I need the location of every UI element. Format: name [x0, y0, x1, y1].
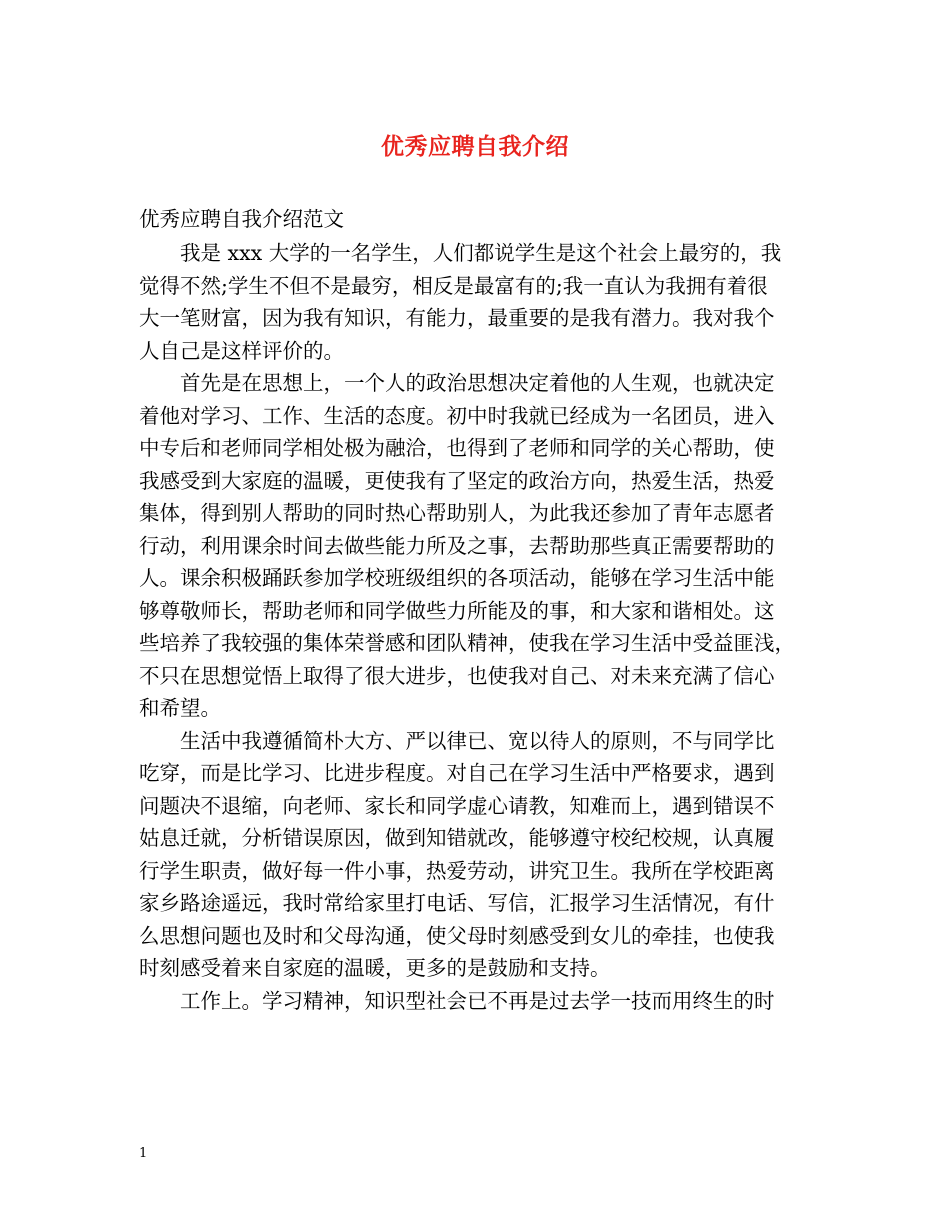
text-line: 么思想问题也及时和父母沟通，使父母时刻感受到女儿的牵挂，也使我	[139, 923, 775, 948]
text-line: 我是 xxx 大学的一名学生，人们都说学生是这个社会上最穷的，我	[139, 241, 782, 265]
paragraph-1	[139, 237, 812, 367]
text-line: 时刻感受着来自家庭的温暖，更多的是鼓励和支持。	[139, 956, 611, 980]
paragraph-2	[139, 367, 812, 725]
text-line: 不只在思想觉悟上取得了很大进步，也使我对自己、对未来充满了信心	[139, 663, 775, 688]
document-subtitle: 优秀应聘自我介绍范文	[139, 207, 344, 231]
text-line: 集体，得到别人帮助的同时热心帮助别人，为此我还参加了青年志愿者	[139, 501, 775, 525]
text-line: 问题决不退缩，向老师、家长和同学虚心请教，知难而上，遇到错误不	[139, 793, 775, 818]
text-line: 工作上。学习精神，知识型社会已不再是过去学一技而用终生的时	[139, 988, 775, 1013]
text-line: 吃穿，而是比学习、比进步程度。对自己在学习生活中严格要求，遇到	[139, 761, 775, 785]
text-line: 人。课余积极踊跃参加学校班级组织的各项活动，能够在学习生活中能	[139, 566, 775, 590]
text-line: 行学生职责，做好每一件小事，热爱劳动，讲究卫生。我所在学校距离	[139, 858, 775, 883]
document-body	[139, 201, 812, 1017]
text-line: 首先是在思想上，一个人的政治思想决定着他的人生观，也就决定	[139, 371, 775, 395]
document-title: 优秀应聘自我介绍	[381, 133, 569, 160]
text-line: 够尊敬师长，帮助老师和同学做些力所能及的事，和大家和谐相处。这	[139, 598, 775, 623]
text-line: 我感受到大家庭的温暖，更使我有了坚定的政治方向，热爱生活，热爱	[139, 468, 775, 493]
text-line: 觉得不然;学生不但不是最穷，相反是最富有的;我一直认为我拥有着很	[139, 273, 768, 298]
text-line: 生活中我遵循简朴大方、严以律已、宽以待人的原则，不与同学比	[139, 728, 775, 753]
page-number: 1	[139, 1146, 148, 1161]
paragraph-3	[139, 725, 812, 985]
text-line: 中专后和老师同学相处极为融洽，也得到了老师和同学的关心帮助，使	[139, 436, 775, 460]
text-line: 姑息迁就，分析错误原因，做到知错就改，能够遵守校纪校规，认真履	[139, 826, 775, 850]
text-line: 些培养了我较强的集体荣誉感和团队精神，使我在学习生活中受益匪浅，	[139, 631, 795, 655]
text-line: 家乡路途遥远，我时常给家里打电话、写信，汇报学习生活情况，有什	[139, 891, 775, 915]
text-line: 和希望。	[139, 696, 221, 720]
text-line: 人自己是这样评价的。	[139, 338, 344, 363]
text-line: 着他对学习、工作、生活的态度。初中时我就已经成为一名团员，进入	[139, 403, 775, 428]
text-line: 大一笔财富，因为我有知识，有能力，最重要的是我有潜力。我对我个	[139, 306, 775, 330]
paragraph-4	[139, 985, 812, 1018]
text-line: 行动，利用课余时间去做些能力所及之事，去帮助那些真正需要帮助的	[139, 533, 775, 558]
